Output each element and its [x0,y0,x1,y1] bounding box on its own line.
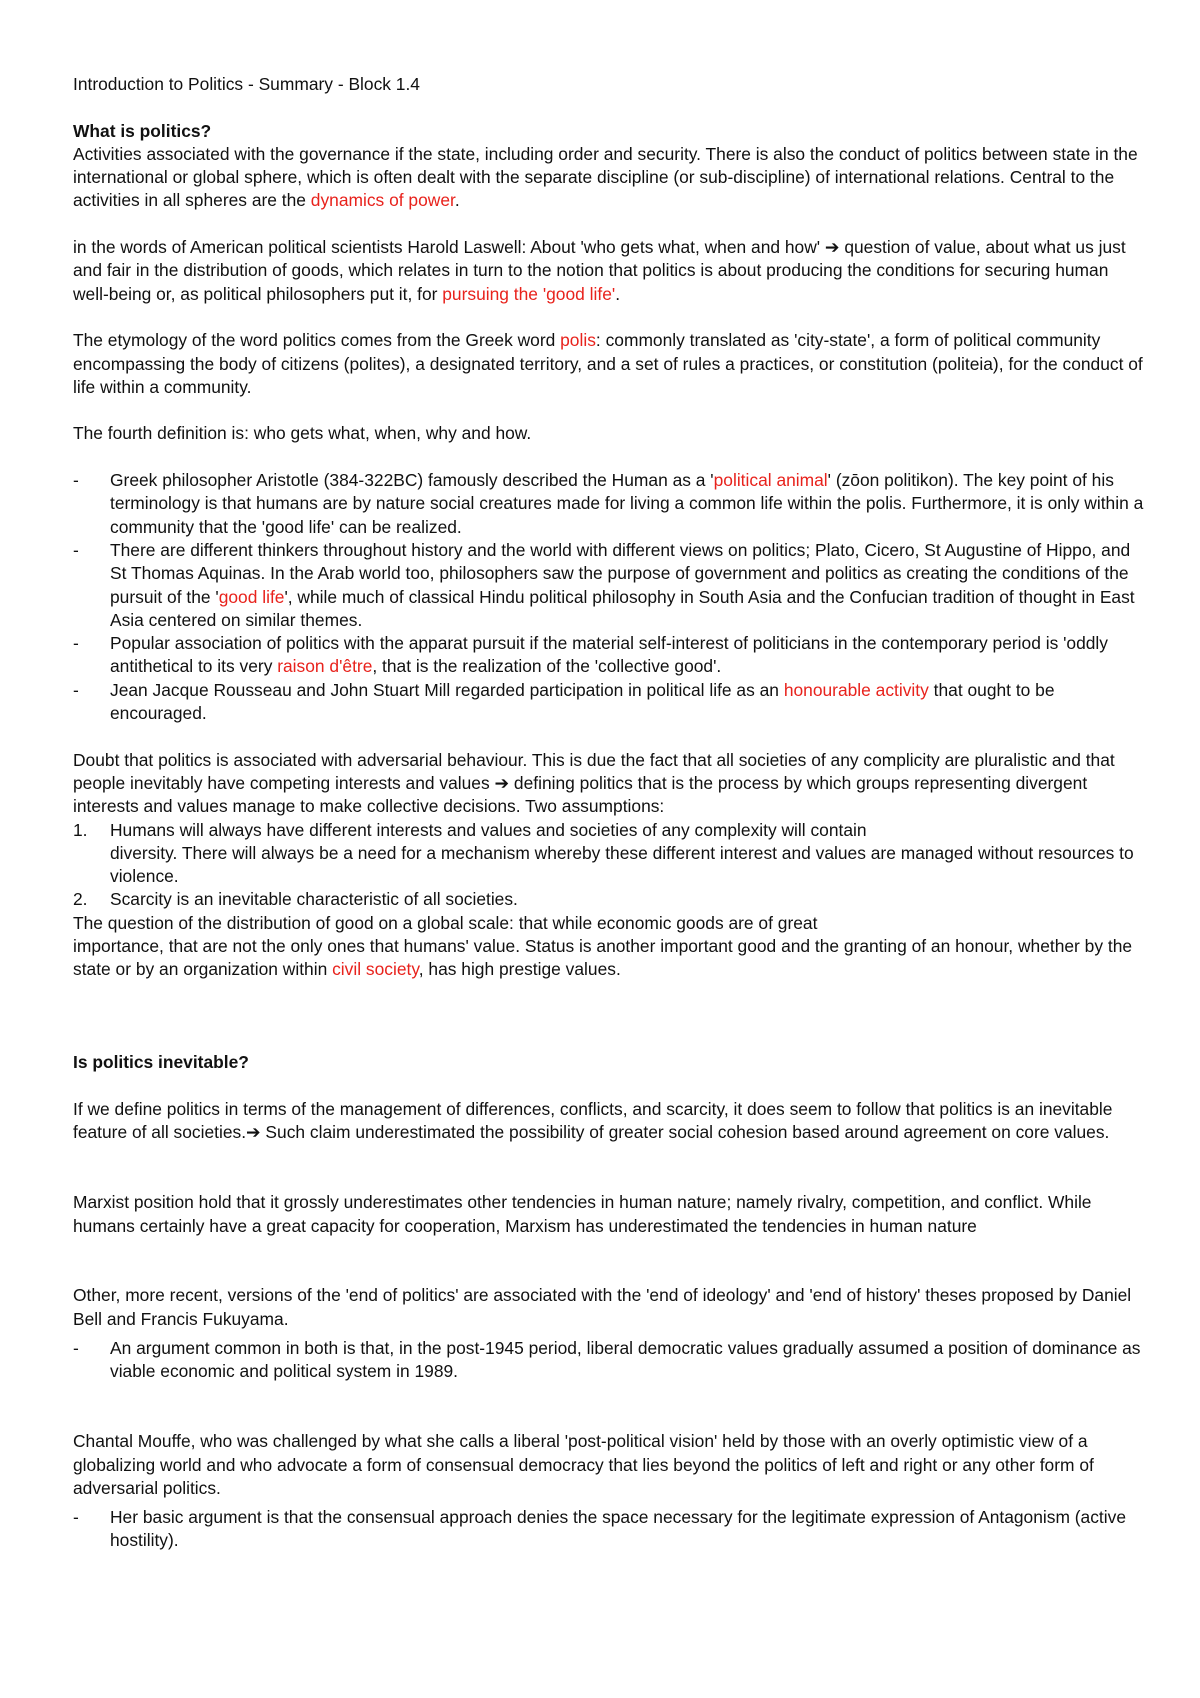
paragraph-marxist-position: Marxist position hold that it grossly underestimates other tendencies in human nature; namely rivalry, competition, and conflict. While humans certainly have a great capacity for cooperation, Marxism has underestimated the tendencies in human nature [73,1192,1092,1236]
number-marker: 2. [73,889,88,910]
paragraph-governance: Activities associated with the governance if the state, including order and security. There is also the conduct of politics between state in the international or global sphere, which is often dealt with the separate discipline (or sub-discipline) of international relations. Central to the activities in all spheres are the dynamics of power. [73,143,1138,211]
paragraph-management-of-differences: If we define politics in terms of the management of differences, conflicts, and scarcity, it does seem to follow that politics is an inevitable feature of all societies.➔ Such claim underestimated the possibility of greater social cohesion based around agreement on core values. [73,1099,1113,1143]
list-item: - An argument common in both is that, in the post-1945 period, liberal democratic values gradually assumed a position of dominance as viable economic and political system in 1989. [73,1337,1148,1384]
highlight-good-life-2: good life [218,586,285,607]
highlight-good-life: pursuing the 'good life' [442,283,616,304]
list-item: 2. Scarcity is an inevitable characteristic of all societies. [73,888,1148,911]
paragraph-adversarial: Doubt that politics is associated with adversarial behaviour. This is due the fact that all societies of any complicity are pluralistic and that people inevitably have competing interests and values ➔ defining politics that is the process by which groups representing divergent interests and values manage to make collective decisions. Two assumptions: [73,749,1115,817]
highlight-polis: polis [560,330,596,351]
paragraph-end-of-politics: Other, more recent, versions of the 'end of politics' are associated with the 'end of ideology' and 'end of history' theses proposed by Daniel Bell and Francis Fukuyama. [73,1285,1132,1329]
paragraph-etymology: The etymology of the word politics comes from the Greek word polis: commonly translated as 'city-state', a form of political community encompassing the body of citizens (polites), a designated territory, and a set of rules a practices, or constitution (politeia), for the conduct of life within a community. [73,330,1143,397]
highlight-political-animal: political animal [713,470,828,491]
bullet-marker: - [73,1507,79,1528]
list-item: - There are different thinkers throughout history and the world with different views on politics; Plato, Cicero, St Augustine of Hippo, and St Thomas Aquinas. In the Arab world too, philosophers saw the purpose of government and politics as creating the conditions of the pursuit of the 'good life', while much of classical Hindu political philosophy in South Asia and the Confucian tradition of thought in East Asia centered on similar themes. [73,539,1148,632]
heading-is-politics-inevitable: Is politics inevitable? [73,1052,249,1073]
list-item: 1. Humans will always have different interests and values and societies of any complexity will contain diversity. There will always be a need for a mechanism whereby these different interest and values are managed without resources to violence. [73,819,1148,889]
document-page [73,73,1148,1553]
list-item: - Jean Jacque Rousseau and John Stuart Mill regarded participation in political life as an honourable activity that ought to be encouraged. [73,679,1148,726]
paragraph-laswell: in the words of American political scientists Harold Laswell: About 'who gets what, when and how' ➔ question of value, about what us just and fair in the distribution of goods, which relates in turn to the notion that politics is about producing the conditions for securing human well-being or, as political philosophers put it, for pursuing the 'good life'. [73,237,1126,304]
highlight-civil-society: civil society [332,959,419,980]
paragraph-fourth-definition: The fourth definition is: who gets what, when, why and how. [73,423,532,444]
document-title: Introduction to Politics - Summary - Block 1.4 [73,74,420,94]
highlight-honourable-activity: honourable activity [783,679,929,700]
bullet-marker: - [73,679,79,700]
heading-what-is-politics: What is politics? [73,120,212,141]
number-marker: 1. [73,819,88,840]
paragraph-distribution: The question of the distribution of good on a global scale: that while economic goods are of great importance, that are not the only ones that humans' value. Status is another important good and the granting of an honour, whether by the state or by an organization within civil society, has high prestige values. [73,912,1133,980]
highlight-dynamics-of-power: dynamics of power [310,190,455,211]
list-item: - Popular association of politics with the apparat pursuit if the material self-interest of politicians in the contemporary period is 'oddly antithetical to its very raison d'être, that is the realization of the 'collective good'. [73,632,1148,679]
bullet-marker: - [73,539,79,560]
paragraph-chantal-mouffe: Chantal Mouffe, who was challenged by what she calls a liberal 'post-political vision' held by those with an overly optimistic view of a globalizing world and who advocate a form of consensual democracy that lies beyond the politics of left and right or any other form of adversarial politics. [73,1431,1094,1498]
list-item: - Greek philosopher Aristotle (384-322BC) famously described the Human as a 'political animal' (zōon politikon). The key point of his terminology is that humans are by nature social creatures made for living a common life within the polis. Furthermore, it is only within a community that the 'good life' can be realized. [73,469,1148,539]
highlight-raison-detre: raison d'être [277,656,373,677]
bullet-marker: - [73,633,79,654]
bullet-marker: - [73,470,79,491]
list-item: - Her basic argument is that the consensual approach denies the space necessary for the legitimate expression of Antagonism (active hostility). [73,1506,1148,1553]
bullet-marker: - [73,1338,79,1359]
